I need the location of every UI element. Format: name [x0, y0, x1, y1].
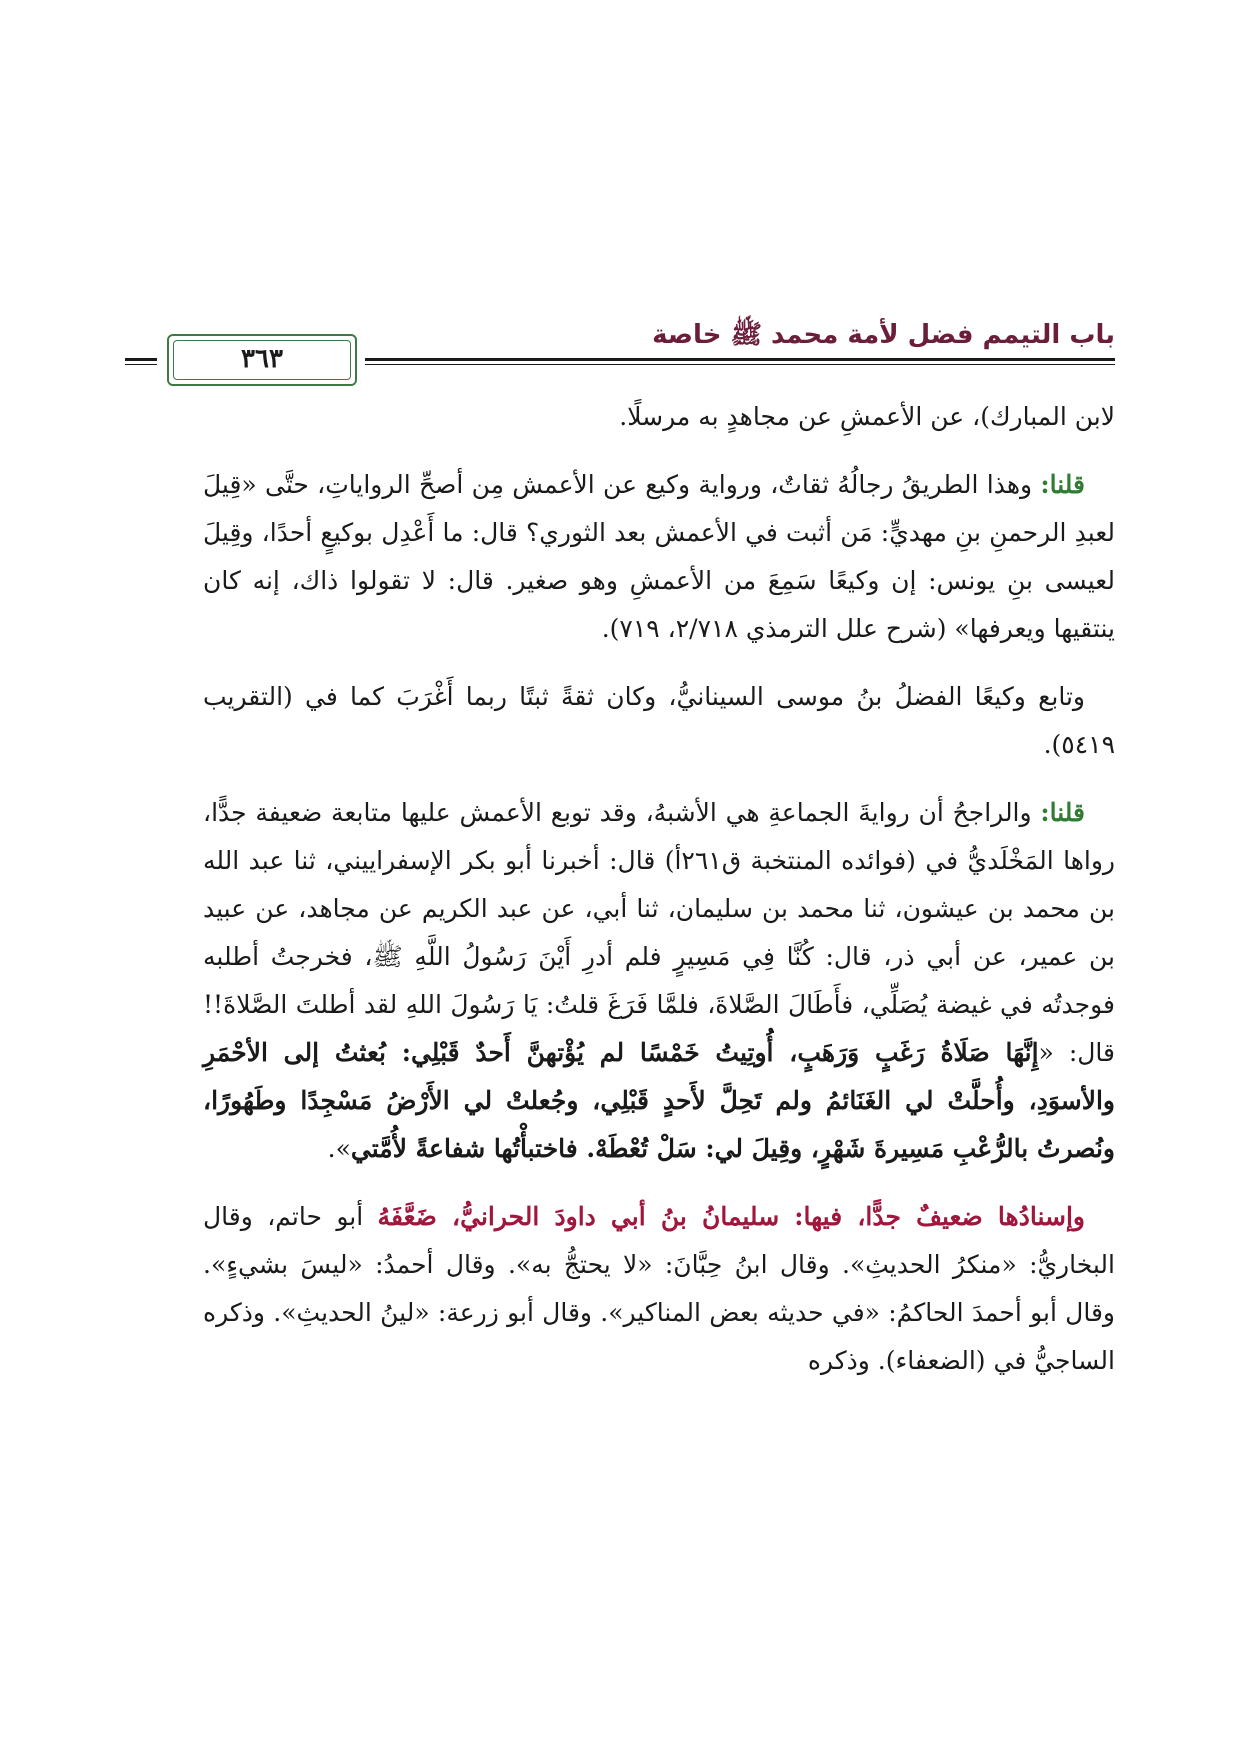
paragraph-3	[203, 673, 1115, 769]
page-number-frame	[167, 334, 357, 386]
paragraph-text: لابن المبارك)، عن الأعمشِ عن مجاهدٍ به مرسلًا.	[619, 402, 1115, 431]
paragraph-text: والراجحُ أن روايةَ الجماعةِ هي الأشبهُ، وقد توبع الأعمش عليها متابعة ضعيفة جدًّا، رواها المَخْلَديُّ في (فوائده المنتخبة ق٢٦١أ) قال: أخبرنا أبو بكر الإسفراييني، ثنا عبد الله بن محمد بن عيشون، ثنا محمد بن سليمان، ثنا أبي، عن عبد الكريم عن مجاهد، عن عبيد بن عمير، عن أبي ذر، قال: كُنَّا فِي مَسِيرٍ فلم أدرِ أَيْنَ رَسُولُ اللَّهِ ﷺ، فخرجتُ أطلبه فوجدتُه في غيضة يُصَلِّي، فأَطَالَ الصَّلاةَ، فلمَّا فَرَغَ قلتُ: يَا رَسُولَ اللهِ لقد أطلتَ الصَّلاةَ!! قال: «	[203, 798, 1115, 1067]
paragraph-4	[203, 789, 1115, 1173]
paragraph-text: أبو حاتم، وقال البخاريُّ: «منكرُ الحديثِ». وقال ابنُ حِبَّانَ: «لا يحتجُّ به». وقال أحمدُ: «ليسَ بشيءٍ». وقال أبو أحمدَ الحاكمُ: «في حديثه بعض المناكير». وقال أبو زرعة: «لينُ الحديثِ». وذكره الساجيُّ في (الضعفاء). وذكره	[203, 1202, 1115, 1375]
paragraph-text: وتابع وكيعًا الفضلُ بنُ موسى السينانيُّ، وكان ثقةً ثبتًا ربما أَغْرَبَ كما في (التقريب ٥٤١٩).	[203, 682, 1115, 759]
paragraph-5	[203, 1193, 1115, 1385]
header-rule-left	[125, 358, 157, 367]
page-number: ٣٦٣	[241, 344, 283, 374]
running-title: باب التيمم فضل لأمة محمد ﷺ خاصة	[652, 320, 1115, 350]
hadith-text: إِنَّهَا صَلَاةُ رَغَبٍ وَرَهَبٍ، أُوتِيتُ خَمْسًا لم يُؤْتهنَّ أَحدٌ قَبْلِي: بُعثتُ إلى الأحْمَرِ والأسوَدِ، وأُحلَّتْ لي الغَنَائمُ ولم تَحِلَّ لأَحدٍ قَبْلِي، وجُعلتْ لي الأَرْضُ مَسْجِدًا وطَهُورًا، ونُصرتُ بالرُّعْبِ مَسِيرةَ شَهْرٍ، وقِيلَ لي: سَلْ تُعْطَهْ. فاختبأْتُها شفاعةً لأُمَّتي	[203, 1038, 1115, 1163]
header-rule	[365, 358, 1115, 367]
paragraph-2	[203, 461, 1115, 653]
page-header	[125, 318, 1115, 378]
qulna-label: قلنا:	[1040, 798, 1085, 827]
isnad-ruling: وإسنادُها ضعيفٌ جدًّا، فيها: سليمانُ بنُ أبي داودَ الحرانيُّ، ضَعَّفَهُ	[377, 1202, 1085, 1231]
page-body	[203, 393, 1115, 1405]
paragraph-1	[203, 393, 1115, 441]
paragraph-text: وهذا الطريقُ رجالُهُ ثقاتٌ، ورواية وكيع عن الأعمش مِن أصحِّ الرواياتِ، حتَّى «قِيلَ لعبدِ الرحمنِ بنِ مهديٍّ: مَن أثبت في الأعمش بعد الثوري؟ قال: ما أَعْدِل بوكيعٍ أحدًا، وقِيلَ لعيسى بنِ يونس: إن وكيعًا سَمِعَ من الأعمشِ وهو صغير. قال: لا تقولوا ذاك، إنه كان ينتقيها ويعرفها» (شرح علل الترمذي ٢/٧١٨، ٧١٩).	[203, 470, 1115, 643]
qulna-label: قلنا:	[1040, 470, 1085, 499]
paragraph-text-end: ».	[327, 1134, 351, 1163]
